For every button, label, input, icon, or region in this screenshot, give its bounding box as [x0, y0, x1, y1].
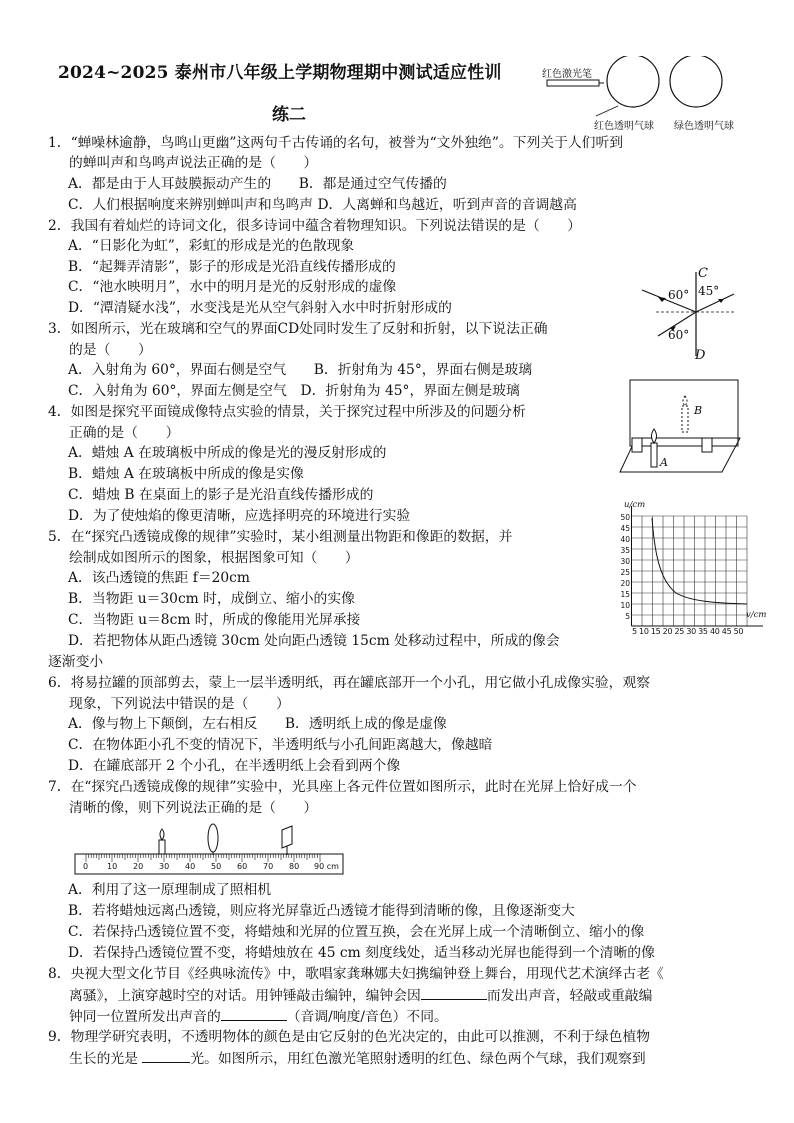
q6-option-ab: A．像与物上下颠倒，左右相反 B．透明纸上成的像是虚像	[68, 716, 447, 732]
q1-stem: 1．“蝉噪林逾静，鸟鸣山更幽”这两句千古传诵的名句，被誉为“文外独绝”。下列关于人们听到	[48, 135, 624, 151]
q6-option-c: C．在物体距小孔不变的情况下，半透明纸与小孔间距离越大，像越暗	[68, 737, 493, 753]
red-balloon-label: 红色透明气球	[594, 121, 654, 132]
bench-tick: 60	[237, 862, 248, 871]
q3-stem: 3．如图所示，光在玻璃和空气的界面CD处同时发生了反射和折射，以下说法正确	[48, 321, 548, 337]
green-balloon-label: 绿色透明气球	[674, 121, 734, 132]
q2-stem: 2．我国有着灿烂的诗词文化，很多诗词中蕴含着物理知识。下列说法错误的是（ ）	[48, 218, 582, 234]
q9-text: 光。如图所示，用红色激光笔照射透明的红色、绿色两个气球，我们观察到	[190, 1051, 646, 1067]
q1-stem-2: 的蝉叫声和鸟鸣声说法正确的是（ ）	[69, 155, 318, 171]
q4-option-b: B．蜡烛 A 在玻璃板中所成的像是实像	[68, 466, 304, 482]
angle-45: 45°	[698, 284, 720, 298]
q5-stem: 5．在“探究凸透镜成像的规律”实验时，某小组测量出物距和像距的数据，并	[48, 529, 513, 545]
q1-option-cd: C．人们根据响度来辨别蝉叫声和鸟鸣声 D．人离蝉和鸟越近，听到声音的音调越高	[68, 197, 577, 213]
q5-option-d: D．若把物体从距凸透镜 30cm 处向距凸透镜 15cm 处移动过程中，所成的像会	[68, 633, 560, 649]
q2-option-c: C．“池水映明月”，水中的明月是光的反射形成的虚像	[68, 279, 397, 295]
q6-stem: 6．将易拉罐的顶部剪去，蒙上一层半透明纸，再在罐底部开一个小孔，用它做小孔成像实验，观察	[48, 675, 651, 691]
graph-ylabel: u/cm	[624, 500, 646, 510]
red-balloon	[607, 56, 659, 107]
bench-tick: 50	[211, 862, 222, 871]
q8-text: （音调/响度/音色）不同。	[286, 1009, 448, 1025]
q3-option-cd: C．入射角为 60°，界面左侧是空气 D．折射角为 45°，界面左侧是玻璃	[68, 383, 520, 399]
q8-text: 离骚》，上演穿越时空的对话。用钟锤敲击编钟，编钟会因	[69, 988, 421, 1004]
q8-text: 钟同一位置所发出声音的	[69, 1009, 221, 1025]
q4-option-d: D．为了使烛焰的像更清晰，应选择明亮的环境进行实验	[68, 508, 411, 524]
q6-option-d: D．在罐底部开 2 个小孔，在半透明纸上会看到两个像	[68, 758, 401, 774]
q8-stem-2	[69, 985, 652, 1006]
q4-option-c: C．蜡烛 B 在桌面上的影子是光沿直线传播形成的	[68, 487, 374, 503]
bench-tick: 10	[107, 862, 118, 871]
candle-a-label: A	[660, 456, 668, 469]
q7-option-d: D．若保持凸透镜位置不变，将蜡烛放在 45 cm 刻度线处，适当移动光屏也能得到一个清晰的像	[68, 945, 655, 961]
q5-option-d-cont: 逐渐变小	[48, 654, 104, 670]
q4-option-a: A．蜡烛 A 在玻璃板中所成的像是光的漫反射形成的	[68, 445, 387, 461]
candle-b-label: B	[694, 404, 703, 417]
balloon-figure	[538, 56, 758, 132]
q7-option-a: A．利用了这一原理制成了照相机	[68, 882, 272, 898]
q2-option-a: A．“日影化为虹”，彩虹的形成是光的色散现象	[68, 238, 355, 254]
ytick: 45	[620, 524, 630, 533]
label-d: D	[695, 348, 706, 363]
q9-text: 生长的光是	[69, 1051, 143, 1067]
ytick: 40	[620, 535, 630, 544]
q8-blank-1[interactable]	[421, 985, 487, 1000]
page-title: 2024~2025 泰州市八年级上学期物理期中测试适应性训	[58, 63, 502, 83]
q5-stem-2: 绘制成如图所示的图象，根据图象可知（ ）	[69, 550, 359, 566]
q3-option-ab: A．入射角为 60°，界面右侧是空气 B．折射角为 45°，界面右侧是玻璃	[68, 362, 533, 378]
q7-option-c: C．若保持凸透镜位置不变，将蜡烛和光屏的位置互换，会在光屏上成一个清晰倒立、缩小的像	[68, 924, 645, 940]
ytick: 5	[625, 612, 630, 621]
green-balloon	[670, 56, 722, 107]
q8-blank-2[interactable]	[221, 1006, 287, 1021]
page-title-continued: 练二	[272, 105, 306, 125]
angle-60-top: 60°	[668, 288, 690, 302]
q5-option-b: B．当物距 u＝30cm 时，成倒立、缩小的实像	[68, 591, 355, 607]
ytick: 10	[620, 601, 630, 610]
q3-stem-2: 的是（ ）	[69, 342, 152, 358]
bench-tick: 70	[263, 862, 274, 871]
label-c: C	[698, 266, 708, 281]
q1-option-ab: A．都是由于人耳鼓膜振动产生的 B．都是通过空气传播的	[68, 176, 447, 192]
q5-option-a: A．该凸透镜的焦距 f＝20cm	[68, 570, 250, 586]
ytick: 20	[620, 579, 630, 588]
bench-tick-labels	[74, 862, 346, 874]
optical-bench-figure	[74, 822, 346, 880]
refraction-figure	[638, 266, 736, 366]
ytick: 50	[620, 513, 630, 522]
ytick: 25	[620, 568, 630, 577]
ytick: 35	[620, 546, 630, 555]
bench-tick: 30	[159, 862, 170, 871]
q8-stem-3	[69, 1006, 448, 1027]
q2-option-b: B．“起舞弄清影”，影子的形成是光沿直线传播形成的	[68, 259, 396, 275]
q9-stem-2	[69, 1048, 646, 1069]
graph-xticks: 5 10 15 20 25 30 35 40 45 50	[632, 627, 744, 636]
q4-stem-2: 正确的是（ ）	[69, 425, 180, 441]
q7-stem: 7．在“探究凸透镜成像的规律”实验中，光具座上各元件位置如图所示，此时在光屏上恰好成一个	[48, 779, 637, 795]
bench-tick: 0	[83, 862, 89, 871]
q9-stem: 9．物理学研究表明，不透明物体的颜色是由它反射的色光决定的，由此可以推测，不利于绿色植物	[48, 1029, 651, 1045]
ytick: 15	[620, 590, 630, 599]
ytick: 30	[620, 557, 630, 566]
q8-text: 而发出声音，轻敲或重敲编	[486, 988, 653, 1004]
laser-pen-label: 红色激光笔	[542, 69, 592, 80]
q7-stem-2: 清晰的像，则下列说法正确的是（ ）	[69, 800, 318, 816]
q4-stem: 4．如图是探究平面镜成像特点实验的情景，关于探究过程中所涉及的问题分析	[48, 404, 526, 420]
graph-yticks	[618, 512, 630, 622]
q7-option-b: B．若将蜡烛远离凸透镜，则应将光屏靠近凸透镜才能得到清晰的像，且像逐渐变大	[68, 903, 575, 919]
bench-tick: 40	[185, 862, 196, 871]
q9-blank-1[interactable]	[142, 1048, 190, 1063]
uv-graph	[618, 500, 778, 645]
q8-stem: 8．央视大型文化节目《经典咏流传》中，歌唱家龚琳娜夫妇携编钟登上舞台，用现代艺术演绎古老《	[48, 966, 664, 982]
bench-tick: 20	[133, 862, 144, 871]
angle-60-bottom: 60°	[668, 328, 690, 342]
plane-mirror-figure	[618, 378, 742, 476]
bench-tick: 80	[289, 862, 300, 871]
bench-tick: 90 cm	[314, 862, 339, 871]
q6-stem-2: 现象，下列说法中错误的是（ ）	[69, 696, 290, 712]
q5-option-c: C．当物距 u＝8cm 时，所成的像能用光屏承接	[68, 612, 361, 628]
graph-xlabel: v/cm	[746, 610, 767, 620]
q2-option-d: D．“潭清疑水浅”，水变浅是光从空气斜射入水中时折射形成的	[68, 300, 452, 316]
